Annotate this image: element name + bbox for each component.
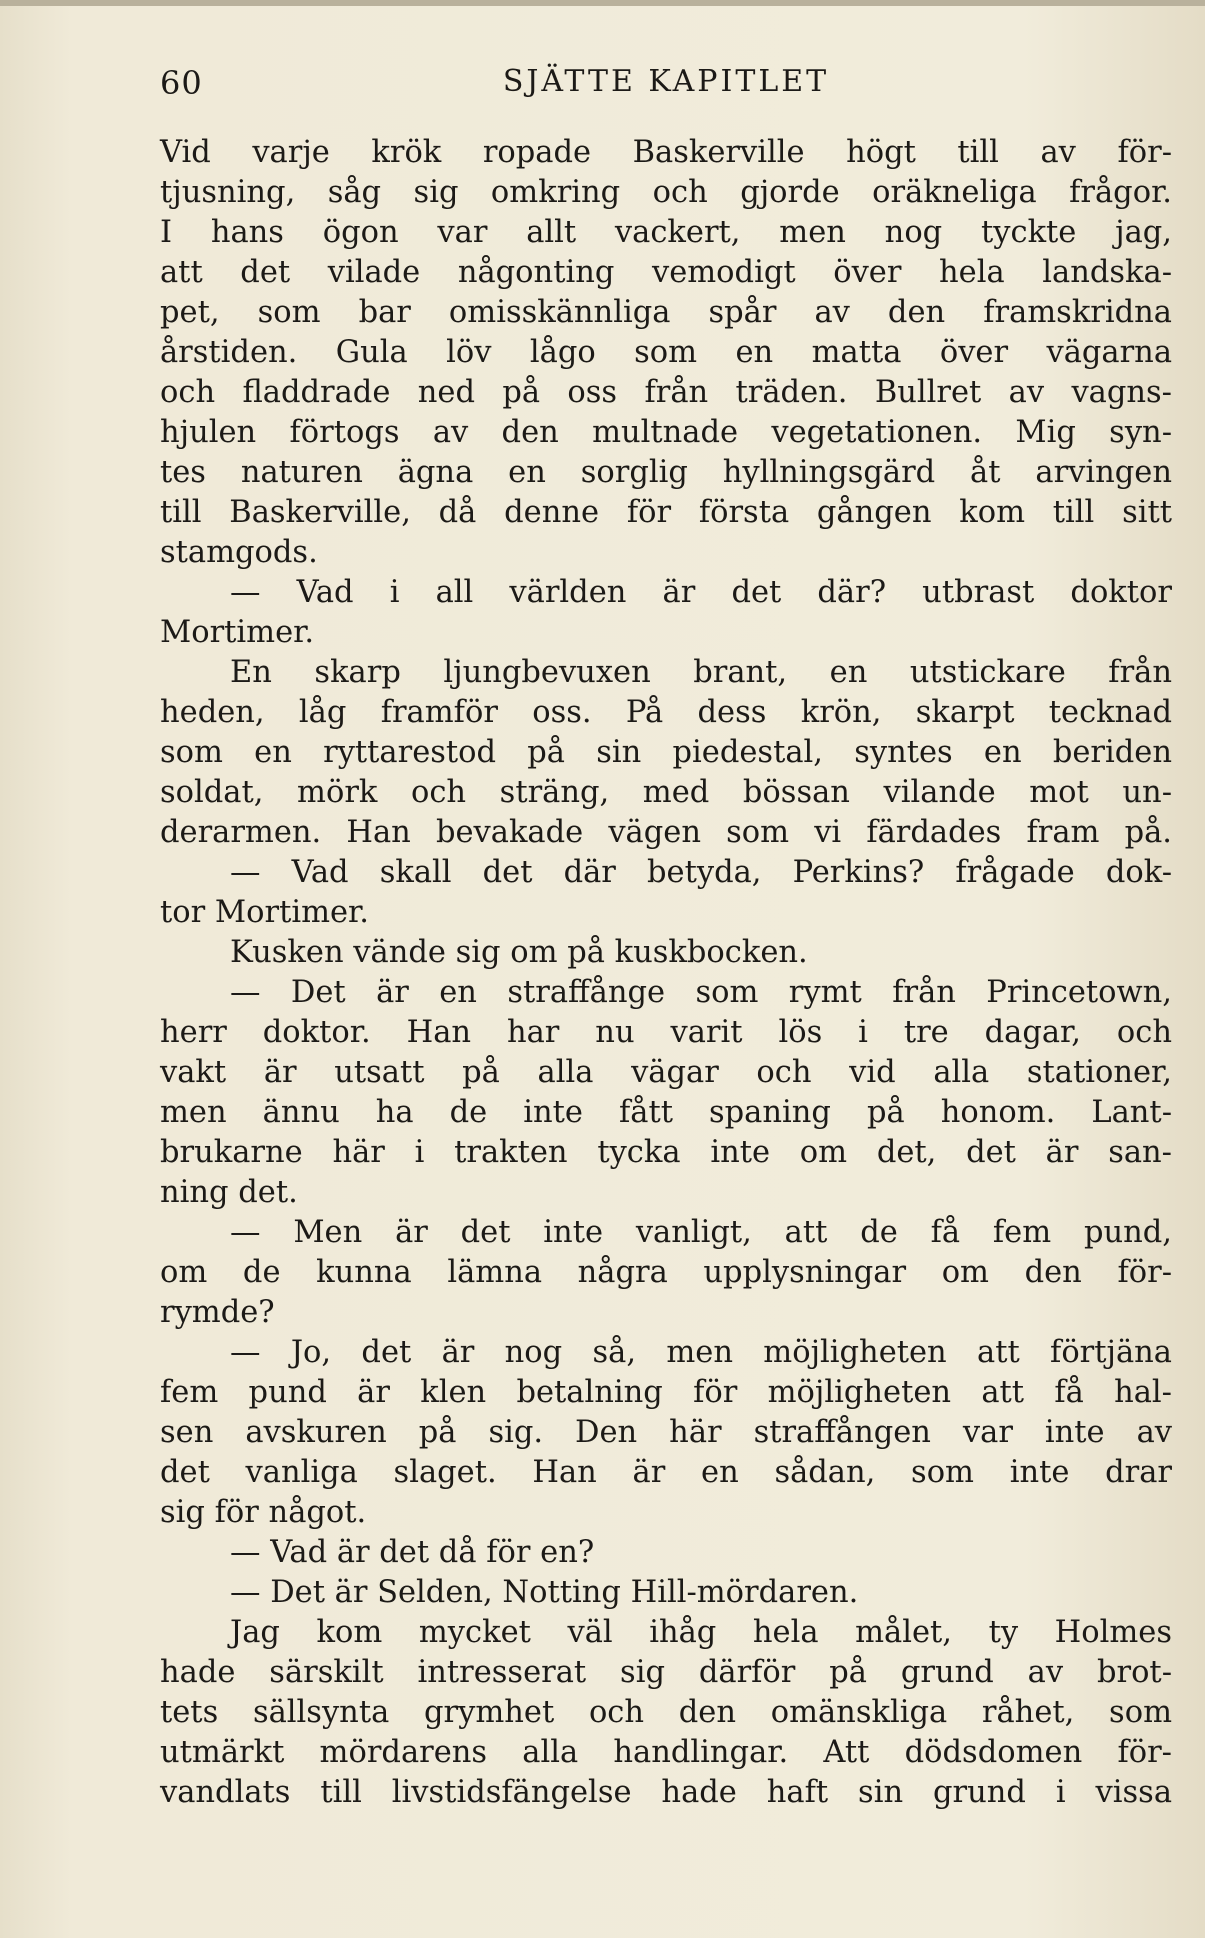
text-line: I hans ögon var allt vackert, men nog tyckte jag,	[160, 215, 1172, 250]
text-line: sig för något.	[160, 1495, 367, 1530]
page-top-edge	[0, 0, 1205, 6]
text-line: heden, låg framför oss. På dess krön, skarpt tecknad	[160, 695, 1172, 730]
text-line: — Men är det inte vanligt, att de få fem pund,	[230, 1215, 1172, 1250]
text-line: hjulen förtogs av den multnade vegetationen. Mig syn-	[160, 415, 1172, 450]
text-line: att det vilade någonting vemodigt över hela landska-	[160, 255, 1172, 290]
text-line: — Det är Selden, Notting Hill-mördaren.	[230, 1575, 859, 1610]
page-number: 60	[160, 64, 203, 102]
text-line: — Jo, det är nog så, men möjligheten att förtjäna	[230, 1335, 1172, 1370]
text-line: men ännu ha de inte fått spaning på honom. Lant-	[160, 1095, 1172, 1130]
text-line: sen avskuren på sig. Den här straffången var inte av	[160, 1415, 1172, 1450]
text-line: pet, som bar omisskännliga spår av den framskridna	[160, 295, 1172, 330]
text-line: — Det är en straffånge som rymt från Princetown,	[230, 975, 1172, 1010]
text-line: utmärkt mördarens alla handlingar. Att dödsdomen för-	[160, 1735, 1172, 1770]
running-head: SJÄTTE KAPITLET	[502, 64, 830, 99]
text-line: derarmen. Han bevakade vägen som vi färdades fram på.	[160, 815, 1172, 850]
text-line: tjusning, såg sig omkring och gjorde oräkneliga frågor.	[160, 175, 1172, 210]
body-text	[160, 133, 1172, 1813]
text-line: tor Mortimer.	[160, 895, 369, 930]
text-line: det vanliga slaget. Han är en sådan, som inte drar	[160, 1455, 1172, 1490]
text-line: ning det.	[160, 1175, 298, 1210]
text-line: Mortimer.	[160, 615, 315, 650]
text-line: och fladdrade ned på oss från träden. Bullret av vagns-	[160, 375, 1172, 410]
text-line: vakt är utsatt på alla vägar och vid alla stationer,	[160, 1055, 1172, 1090]
text-line: — Vad skall det där betyda, Perkins? frågade dok-	[230, 855, 1172, 890]
text-line: Vid varje krök ropade Baskerville högt till av för-	[160, 135, 1172, 170]
text-line: tets sällsynta grymhet och den omänskliga råhet, som	[160, 1695, 1172, 1730]
text-line: som en ryttarestod på sin piedestal, syntes en beriden	[160, 735, 1172, 770]
text-line: brukarne här i trakten tycka inte om det, det är san-	[160, 1135, 1172, 1170]
text-line: — Vad i all världen är det där? utbrast doktor	[230, 575, 1172, 610]
page-header	[160, 64, 1172, 104]
text-line: till Baskerville, då denne för första gången kom till sitt	[160, 495, 1172, 530]
text-line: tes naturen ägna en sorglig hyllningsgärd åt arvingen	[160, 455, 1172, 490]
text-line: Kusken vände sig om på kuskbocken.	[230, 935, 808, 970]
text-line: årstiden. Gula löv lågo som en matta över vägarna	[160, 335, 1172, 370]
text-line: rymde?	[160, 1295, 275, 1330]
text-line: En skarp ljungbevuxen brant, en utstickare från	[230, 655, 1172, 690]
text-line: om de kunna lämna några upplysningar om den för-	[160, 1255, 1172, 1290]
text-line: — Vad är det då för en?	[230, 1535, 595, 1570]
text-line: herr doktor. Han har nu varit lös i tre dagar, och	[160, 1015, 1172, 1050]
text-line: vandlats till livstidsfängelse hade haft sin grund i vissa	[160, 1775, 1172, 1810]
text-line: hade särskilt intresserat sig därför på grund av brot-	[160, 1655, 1172, 1690]
text-line: soldat, mörk och sträng, med bössan vilande mot un-	[160, 775, 1172, 810]
text-line: Jag kom mycket väl ihåg hela målet, ty Holmes	[230, 1615, 1172, 1650]
text-line: fem pund är klen betalning för möjligheten att få hal-	[160, 1375, 1172, 1410]
text-line: stamgods.	[160, 535, 318, 570]
